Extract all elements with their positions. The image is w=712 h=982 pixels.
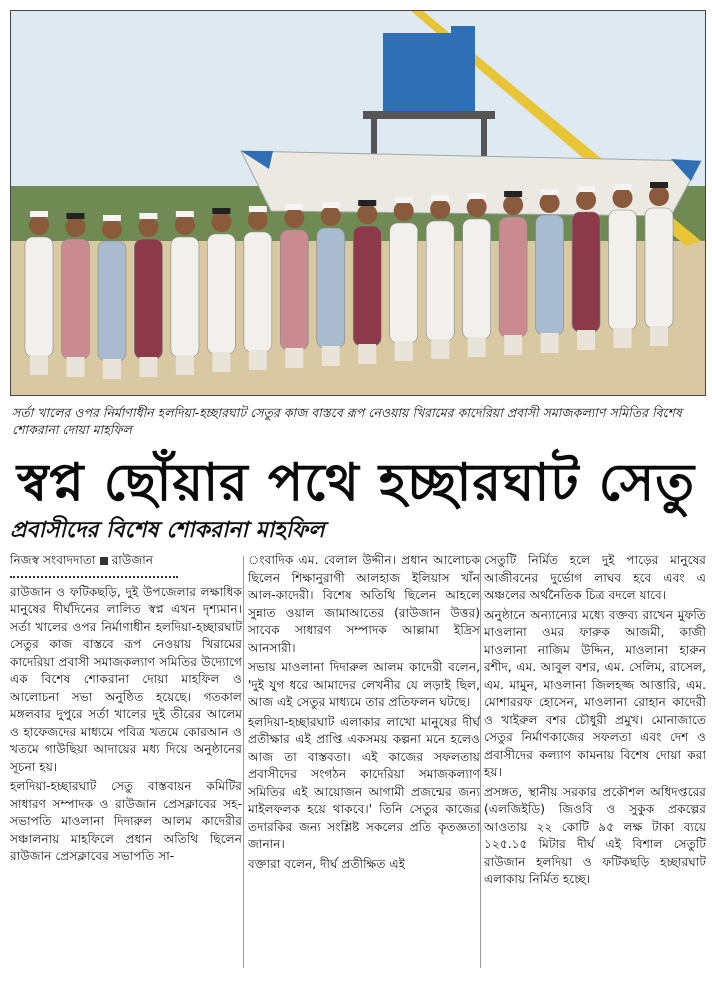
article-column-1 (10, 552, 242, 972)
paragraph: বক্তারা বলেন, দীর্ঘ প্রতীক্ষিত এই (248, 856, 406, 871)
column-divider (480, 556, 481, 968)
paragraph: হলদিয়া-হচ্ছারঘাট এলাকার লাখো মানুষের দীর্ঘ প্রতীক্ষার এই প্রাপ্তি একসময় কল্পনা মনে হলেও আজ তা বাস্তবতা। এই কাজের সফলতায় প্রবাসীদের সংগঠন কাদেরিয়া সমাজকল্যাণ সমিতির এই আয়োজন আগামী প্রজন্মের জন্য মাইলফলক হয়ে থাকবে।' তিনি সেতুর কাজের তদারকির জন্য সংশ্লিষ্ট সকলের প্রতি কৃতজ্ঞতা জানান। (248, 714, 480, 851)
byline-reporter: নিজস্ব সংবাদদাতা (10, 553, 96, 567)
paragraph: অনুষ্ঠানে অন্যান্যের মধ্যে বক্তব্য রাখেন মুফতি মাওলানা ওমর ফারুক আজমী, কাজী মাওলানা নাজিম উদ্দিন, মাওলানা হারুন রশীদ, এম. আবুল বশর, এম. সেলিম, রাসেল, এম. মামুন, মাওলানা জিলহজ্জ আত্তারি, এম. মোশাররফ হোসেন, মাওলানা রোহান কাদেরী ও খাইরুল বশর চৌধুরী প্রমুখ। মোনাজাতে সেতুর নির্মাণকাজের সফলতা এবং দেশ ও প্রবাসীদের কল্যাণ কামনায় বিশেষ দোয়া করা হয়। (484, 607, 706, 779)
subheadline: প্রবাসীদের বিশেষ শোকরানা মাহফিল (10, 518, 325, 543)
news-photo (10, 10, 706, 396)
byline (10, 552, 242, 570)
paragraph: সেতুটি নির্মিত হলে দুই পাড়ের মানুষের আজীবনের দুর্ভোগ লাঘব হবে এবং এ অঞ্চলের অর্থনৈতিক চিত্র বদলে যাবে। (484, 553, 706, 602)
photo-illustration (11, 11, 706, 396)
article-column-2 (248, 552, 480, 972)
photo-caption: সর্তা খালের ওপর নির্মাণাধীন হলদিয়া-হচ্ছারঘাট সেতুর কাজ বাস্তবে রূপ নেওয়ায় খিরামের কাদেরিয়া প্রবাসী সমাজকল্যাণ সমিতির বিশেষ শোকরানা দোয়া মাহফিল (12, 405, 682, 437)
paragraph: রাউজান ও ফটিকছড়ি, দুই উপজেলার লক্ষাধিক মানুষের দীর্ঘদিনের লালিত স্বপ্ন এখন দৃশ্যমান। সর্তা খালের ওপর নির্মাণাধীন হলদিয়া-হচ্ছারঘাট সেতুর কাজ বাস্তবে রূপ নেওয়ায় খিরামের কাদেরিয়া প্রবাসী সমাজকল্যাণ সমিতির উদ্যোগে এক বিশেষ শোকরানা দোয়া মাহফিল ও আলোচনা সভা অনুষ্ঠিত হয়েছে। গতকাল মঙ্গলবার দুপুরে সর্তা খালের দুই তীরের আলেম ও হাফেজদের মাধ্যমে পবিত্র খতমে কোরআন ও খতমে গাউছিয়া আদায়ের মধ্য দিয়ে অনুষ্ঠানের সূচনা হয়। (10, 584, 242, 774)
byline-separator-icon (100, 557, 108, 565)
byline-location: রাউজান (111, 553, 154, 567)
paragraph: ংবাদিক এম. বেলাল উদ্দীন। প্রধান আলোচক ছিলেন শিক্ষানুরাগী আলহাজ ইলিয়াস খাঁন আল-কাদেরী। বিশেষ অতিথি ছিলেন আহলে সুন্নাত ওয়াল জামাআতের (রাউজান উত্তর) সাবেক সাধারণ সম্পাদক আল্লামা ইদ্রিস আনসারী। (248, 553, 480, 655)
paragraph: সভায় মাওলানা দিদারুল আলম কাদেরী বলেন, 'দুই যুগ ধরে আমাদের লেখনীর যে লড়াই ছিল, আজ এই সেতুর মাধ্যমে তার প্রতিফলন ঘটছে। (248, 660, 480, 709)
headline: স্বপ্ন ছোঁয়ার পথে হচ্ছারঘাট সেতু (16, 453, 696, 513)
column-divider (243, 556, 244, 968)
byline-divider (10, 572, 178, 578)
paragraph: প্রসঙ্গত, স্থানীয় সরকার প্রকৌশল অধিদপ্তরের (এলজিইডি) জিওবি ও সুকুক প্রকল্পের আওতায় ২২ কোটি ৯৫ লক্ষ টাকা ব্যয়ে ১২৫.১৫ মিটার দীর্ঘ এই বিশাল সেতুটি রাউজান হলদিয়া ও ফটিকছড়ি হচ্ছারঘাট এলাকায় নির্মিত হচ্ছে। (484, 784, 706, 886)
article-column-3 (484, 552, 706, 972)
paragraph: হলদিয়া-হচ্ছারঘাট সেতু বাস্তবায়ন কমিটির সাধারণ সম্পাদক ও রাউজান প্রেসক্লাবের সহ-সভাপতি মাওলানা দিদারুল আলম কাদেরীর সঞ্চালনায় মাহফিলে প্রধান অতিথি ছিলেন রাউজান প্রেসক্লাবের সভাপতি সা- (10, 779, 242, 863)
